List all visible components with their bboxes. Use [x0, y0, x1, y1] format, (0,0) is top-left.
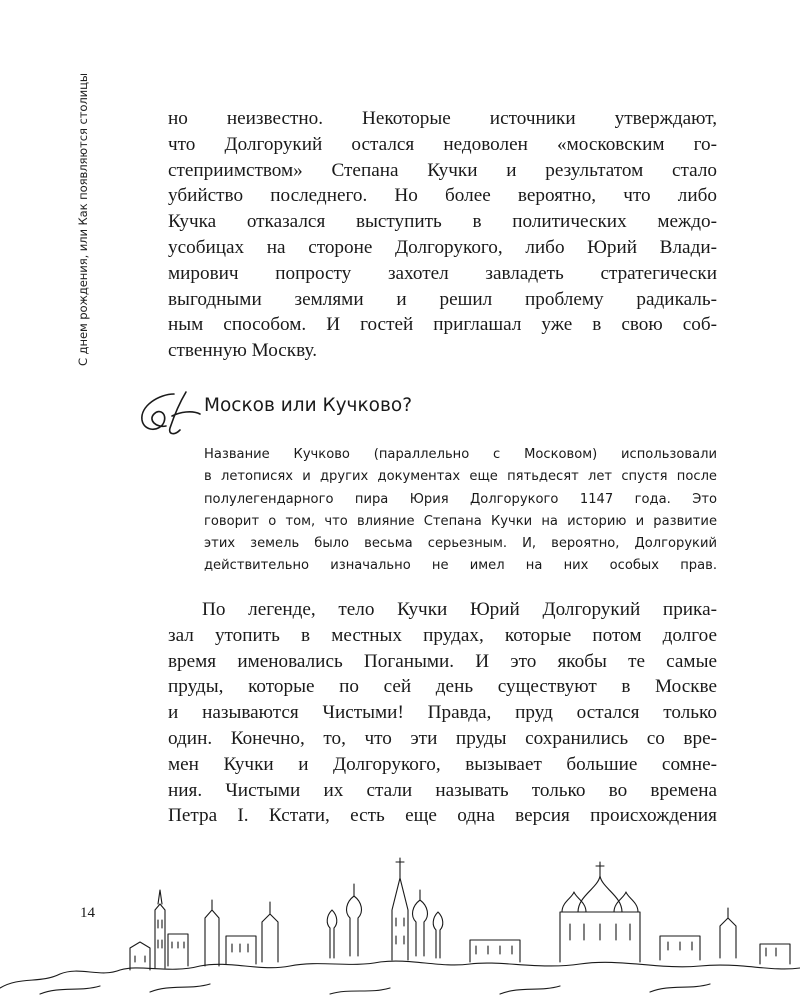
text-line: но неизвестно. Некоторые источники утверждают, [168, 108, 717, 129]
text-line: мирович попросту захотел завладеть стратегически [168, 262, 717, 284]
page-number: 14 [80, 905, 95, 921]
flourish-ornament-icon [134, 388, 204, 440]
sidebar-line: этих земель было весьма серьезным. И, вероятно, Долгорукий [204, 536, 717, 552]
text-line: Кучка отказался выступить в политических междо- [168, 211, 717, 233]
sidebar-line: в летописях и других документах еще пятьдесят лет спустя после [204, 469, 717, 485]
sidebar-title: Москов или Кучково? [204, 395, 413, 416]
text-line: степриимством» Степана Кучки и результатом стало [168, 159, 717, 181]
paragraph-2 [168, 597, 717, 829]
paragraph-1 [168, 106, 717, 364]
sidebar-body [204, 444, 717, 578]
text-line: пруды, которые по сей день существуют в Москве [168, 676, 717, 698]
text-line: мен Кучки и Долгорукого, вызывает большие сомне- [168, 753, 717, 775]
text-line: ным способом. И гостей приглашал уже в свою соб- [168, 314, 717, 336]
text-line: Петра I. Кстати, есть еще одна версия происхождения [168, 805, 717, 827]
text-line: зал утопить в местных прудах, которые потом долгое [168, 624, 717, 646]
text-line: ния. Чистыми их стали называть только во времена [168, 779, 717, 801]
text-line: и называются Чистыми! Правда, пруд остался только [168, 702, 717, 724]
text-line: убийство последнего. Но более вероятно, что либо [168, 185, 717, 207]
running-head: С днем рождения, или Как появляются столицы [76, 73, 90, 366]
text-line: выгодными землями и решил проблему радикаль- [168, 288, 717, 310]
text-line: время именовались Погаными. И это якобы те самые [168, 650, 717, 672]
moscow-skyline-illustration [0, 848, 800, 1000]
sidebar-line: Название Кучково (параллельно с Московом) использовали [204, 447, 717, 462]
sidebar-line: действительно изначально не имел на них особых прав. [204, 558, 717, 574]
text-line: что Долгорукий остался недоволен «московским го- [168, 133, 717, 155]
text-line: ственную Москву. [168, 340, 317, 362]
text-line: один. Конечно, то, что эти пруды сохранились со вре- [168, 727, 717, 749]
sidebar-line: говорит о том, что влияние Степана Кучки на историю и развитие [204, 513, 717, 529]
text-line: По легенде, тело Кучки Юрий Долгорукий прика- [202, 599, 717, 620]
text-line: усобицах на стороне Долгорукого, либо Юрий Влади- [168, 236, 717, 258]
sidebar-line: полулегендарного пира Юрия Долгорукого 1147 года. Это [204, 491, 717, 507]
